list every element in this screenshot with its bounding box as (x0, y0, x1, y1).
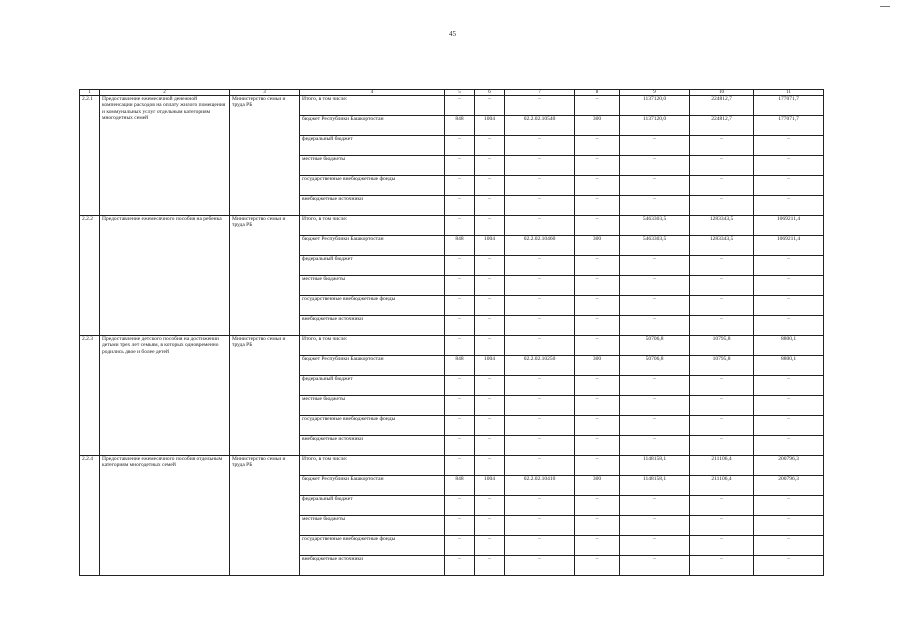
table-cell: 02.2.02.10540 (505, 116, 575, 136)
funding-source: местные бюджеты (300, 276, 445, 296)
table-cell: – (575, 276, 620, 296)
table-cell: – (690, 316, 754, 336)
table-cell: – (445, 556, 475, 576)
table-cell: 848 (445, 236, 475, 256)
table-cell: 5463303,5 (620, 236, 690, 256)
column-number: 8 (575, 90, 620, 96)
funding-source: бюджет Республики Башкортостан (300, 476, 445, 496)
funding-source: государственные внебюджетные фонды (300, 536, 445, 556)
executor: Министерство семьи и труда РБ (230, 456, 300, 576)
table-cell: – (445, 296, 475, 316)
funding-source: федеральный бюджет (300, 376, 445, 396)
table-cell: – (754, 276, 824, 296)
table-cell: – (575, 396, 620, 416)
table-cell: – (505, 556, 575, 576)
table-cell: – (575, 436, 620, 456)
table-cell: – (575, 196, 620, 216)
budget-table (79, 89, 824, 576)
item-name: Предоставление ежемесячного пособия отдельным категориям многодетных семей (100, 456, 230, 576)
table-cell: – (575, 456, 620, 476)
funding-source: Итого, в том числе: (300, 456, 445, 476)
funding-source: государственные внебюджетные фонды (300, 416, 445, 436)
table-cell: – (754, 316, 824, 336)
table-cell: – (754, 516, 824, 536)
table-cell: – (445, 516, 475, 536)
table-row (80, 96, 824, 116)
table-cell: – (475, 96, 505, 116)
table-cell: – (620, 416, 690, 436)
funding-source: государственные внебюджетные фонды (300, 176, 445, 196)
table-cell: – (575, 216, 620, 236)
table-cell: 10795,8 (690, 356, 754, 376)
column-number: 4 (300, 90, 445, 96)
table-cell: 300 (575, 236, 620, 256)
table-cell: – (445, 316, 475, 336)
table-cell: 848 (445, 356, 475, 376)
table-cell: – (620, 256, 690, 276)
table-cell: 1137120,0 (620, 96, 690, 116)
table-cell: – (690, 256, 754, 276)
table-cell: – (754, 416, 824, 436)
column-number: 10 (690, 90, 754, 96)
page-number: 45 (449, 30, 456, 38)
funding-source: бюджет Республики Башкортостан (300, 356, 445, 376)
table-cell: – (445, 176, 475, 196)
table-cell: – (505, 256, 575, 276)
table-cell: – (620, 156, 690, 176)
table-cell: – (575, 96, 620, 116)
funding-source: федеральный бюджет (300, 136, 445, 156)
table-row (80, 456, 824, 476)
table-cell: – (690, 396, 754, 416)
table-cell: – (690, 156, 754, 176)
table-cell: – (690, 556, 754, 576)
table-cell: – (475, 336, 505, 356)
table-cell: – (505, 176, 575, 196)
table-cell: 177071,7 (754, 116, 824, 136)
table-cell: 1283343,5 (690, 236, 754, 256)
executor: Министерство семьи и труда РБ (230, 336, 300, 456)
table-cell: – (690, 516, 754, 536)
table-cell: – (575, 536, 620, 556)
table-cell: – (575, 296, 620, 316)
table-body (80, 96, 824, 576)
column-number: 2 (100, 90, 230, 96)
table-cell: 848 (445, 476, 475, 496)
funding-source: государственные внебюджетные фонды (300, 296, 445, 316)
table-cell: – (690, 376, 754, 396)
table-cell: 02.2.02.10410 (505, 476, 575, 496)
funding-source: федеральный бюджет (300, 496, 445, 516)
table-cell: – (575, 496, 620, 516)
item-code: 2.2.2 (80, 216, 100, 336)
table-cell: – (754, 136, 824, 156)
funding-source: федеральный бюджет (300, 256, 445, 276)
table-cell: – (754, 436, 824, 456)
table-cell: – (445, 396, 475, 416)
funding-source: бюджет Республики Башкортостан (300, 116, 445, 136)
table-cell: 10795,8 (690, 336, 754, 356)
table-cell: – (690, 436, 754, 456)
funding-source: местные бюджеты (300, 396, 445, 416)
table-cell: – (505, 296, 575, 316)
table-cell: – (505, 436, 575, 456)
table-cell: 1004 (475, 236, 505, 256)
funding-source: Итого, в том числе: (300, 216, 445, 236)
table-cell: – (445, 456, 475, 476)
table-cell: – (620, 436, 690, 456)
table-cell: 1004 (475, 116, 505, 136)
column-number: 9 (620, 90, 690, 96)
table-cell: – (575, 556, 620, 576)
table-cell: – (445, 536, 475, 556)
table-cell: – (754, 256, 824, 276)
table-cell: 177071,7 (754, 96, 824, 116)
table-cell: – (754, 176, 824, 196)
table-cell: – (445, 496, 475, 516)
table-cell: – (620, 396, 690, 416)
table-cell: – (620, 296, 690, 316)
table-cell: 200796,3 (754, 476, 824, 496)
table-cell: – (575, 336, 620, 356)
table-cell: – (690, 536, 754, 556)
table-cell: – (754, 196, 824, 216)
funding-source: внебюджетные источники (300, 436, 445, 456)
table-cell: 1283343,5 (690, 216, 754, 236)
table-cell: – (505, 196, 575, 216)
table-cell: 8800,1 (754, 336, 824, 356)
table-cell: – (475, 216, 505, 236)
table-cell: – (475, 316, 505, 336)
table-cell: 300 (575, 116, 620, 136)
funding-source: местные бюджеты (300, 516, 445, 536)
item-name: Предоставление ежемесячной денежной компенсации расходов на оплату жилого помещения и коммунальных услуг отдельным категориям многодетных семей (100, 96, 230, 216)
table-cell: 1148158,1 (620, 456, 690, 476)
table-cell: – (754, 156, 824, 176)
table-cell: – (620, 136, 690, 156)
funding-source: бюджет Республики Башкортостан (300, 236, 445, 256)
table-cell: 300 (575, 356, 620, 376)
table-cell: – (575, 156, 620, 176)
table-cell: – (505, 276, 575, 296)
table-cell: 224812,7 (690, 116, 754, 136)
table-cell: – (620, 276, 690, 296)
table-cell: 50706,8 (620, 356, 690, 376)
table-cell: – (505, 496, 575, 516)
funding-source: внебюджетные источники (300, 316, 445, 336)
table-cell: – (445, 256, 475, 276)
table-cell: – (754, 496, 824, 516)
table-cell: – (620, 316, 690, 336)
table-cell: – (620, 196, 690, 216)
funding-source: Итого, в том числе: (300, 96, 445, 116)
funding-source: Итого, в том числе: (300, 336, 445, 356)
table-cell: 224812,7 (690, 96, 754, 116)
funding-source: внебюджетные источники (300, 556, 445, 576)
table-cell: 8800,1 (754, 356, 824, 376)
table-cell: – (475, 276, 505, 296)
table-cell: 1137120,0 (620, 116, 690, 136)
table-cell: – (505, 536, 575, 556)
table-cell: – (475, 456, 505, 476)
table-cell: – (575, 176, 620, 196)
table-cell: 1069211,4 (754, 216, 824, 236)
table-cell: – (445, 416, 475, 436)
table-cell: – (575, 416, 620, 436)
table-cell: – (690, 416, 754, 436)
table-cell: – (445, 376, 475, 396)
table-cell: 1004 (475, 356, 505, 376)
table-cell: – (475, 156, 505, 176)
table-cell: – (690, 136, 754, 156)
table-row (80, 216, 824, 236)
corner-mark (880, 6, 890, 7)
table-cell: – (505, 396, 575, 416)
table-cell: – (475, 136, 505, 156)
table-cell: – (505, 156, 575, 176)
table-cell: – (475, 256, 505, 276)
item-code: 2.2.1 (80, 96, 100, 216)
table-cell: – (754, 536, 824, 556)
table-cell: – (445, 156, 475, 176)
table-cell: – (575, 516, 620, 536)
table-row (80, 336, 824, 356)
table-cell: 5463303,5 (620, 216, 690, 236)
table-cell: – (620, 496, 690, 516)
table-cell: – (445, 436, 475, 456)
table-cell: – (475, 196, 505, 216)
table-cell: 02.2.02.10460 (505, 236, 575, 256)
table-cell: 1148158,1 (620, 476, 690, 496)
table-cell: – (620, 556, 690, 576)
funding-source: местные бюджеты (300, 156, 445, 176)
table-cell: – (505, 96, 575, 116)
table-cell: – (445, 216, 475, 236)
table-cell: – (475, 516, 505, 536)
column-number: 7 (505, 90, 575, 96)
executor: Министерство семьи и труда РБ (230, 216, 300, 336)
item-code: 2.2.4 (80, 456, 100, 576)
table-cell: – (475, 496, 505, 516)
table-cell: – (475, 296, 505, 316)
table-cell: – (505, 416, 575, 436)
table-cell: – (754, 556, 824, 576)
table-cell: – (475, 416, 505, 436)
table-cell: – (505, 516, 575, 536)
table-cell: – (690, 296, 754, 316)
table-cell: – (475, 536, 505, 556)
funding-source: внебюджетные источники (300, 196, 445, 216)
table-cell: – (620, 516, 690, 536)
table-cell: – (505, 136, 575, 156)
table-cell: 211106,4 (690, 456, 754, 476)
table-cell: – (754, 376, 824, 396)
table-cell: – (575, 256, 620, 276)
table-cell: 02.2.02.10250 (505, 356, 575, 376)
table-cell: 211106,4 (690, 476, 754, 496)
table-cell: 848 (445, 116, 475, 136)
table-cell: 1069211,4 (754, 236, 824, 256)
table-cell: – (690, 496, 754, 516)
table-cell: – (505, 316, 575, 336)
table-cell: – (690, 176, 754, 196)
table-cell: – (690, 196, 754, 216)
column-number: 6 (475, 90, 505, 96)
table-cell: – (445, 96, 475, 116)
table-cell: 1004 (475, 476, 505, 496)
item-name: Предоставление ежемесячного пособия на ребенка (100, 216, 230, 336)
column-number: 1 (80, 90, 100, 96)
column-number: 11 (754, 90, 824, 96)
table-cell: – (475, 396, 505, 416)
column-number: 5 (445, 90, 475, 96)
column-number: 3 (230, 90, 300, 96)
table-cell: – (445, 136, 475, 156)
table-cell: – (505, 336, 575, 356)
table-cell: – (475, 176, 505, 196)
table-cell: 50706,8 (620, 336, 690, 356)
table-cell: – (575, 316, 620, 336)
table-cell: – (475, 376, 505, 396)
table-cell: – (754, 296, 824, 316)
table-cell: – (475, 436, 505, 456)
executor: Министерство семьи и труда РБ (230, 96, 300, 216)
item-code: 2.2.3 (80, 336, 100, 456)
table-cell: – (620, 376, 690, 396)
table-cell: – (445, 276, 475, 296)
table-cell: – (445, 336, 475, 356)
table-cell: – (575, 376, 620, 396)
table-cell: – (475, 556, 505, 576)
table-cell: – (505, 376, 575, 396)
table-cell: – (620, 536, 690, 556)
table-cell: – (505, 216, 575, 236)
table-cell: 300 (575, 476, 620, 496)
table-cell: – (620, 176, 690, 196)
table-cell: – (445, 196, 475, 216)
table-cell: – (690, 276, 754, 296)
table-cell: – (754, 396, 824, 416)
table-cell: – (505, 456, 575, 476)
table-cell: – (575, 136, 620, 156)
item-name: Предоставление детского пособия на достижении детьми трех лет семьям, в которых одновременно родились двое и более детей (100, 336, 230, 456)
table-cell: 200796,3 (754, 456, 824, 476)
